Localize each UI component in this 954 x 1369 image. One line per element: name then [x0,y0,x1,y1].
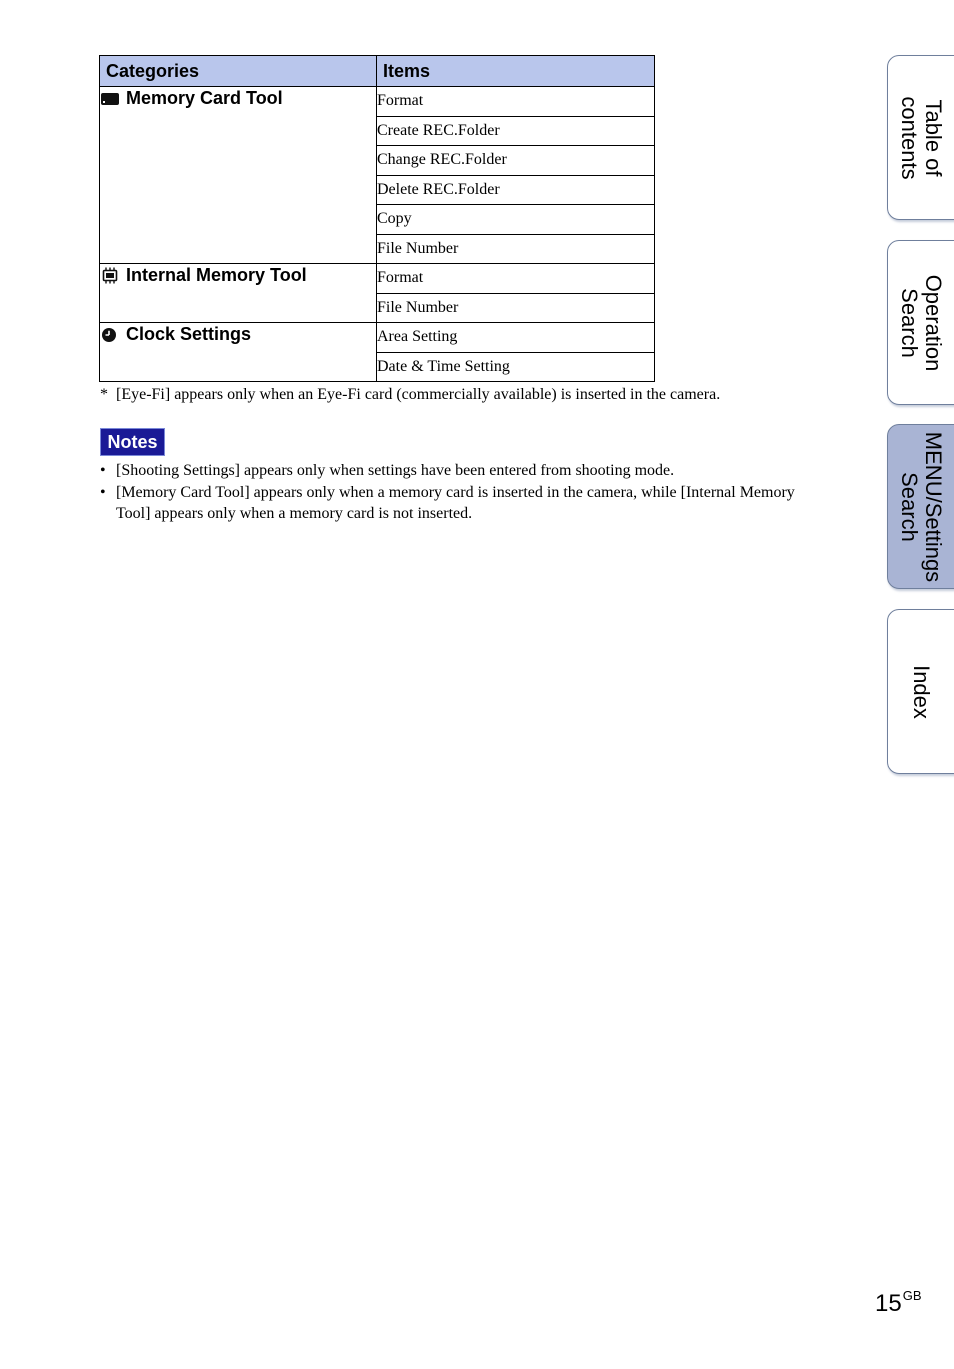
bullet: • [100,483,106,501]
category-memory-card-tool [100,87,377,264]
item-change-rec-folder: Change REC.Folder [377,146,655,176]
header-items: Items [377,56,655,87]
tab-label: Table of contents [897,95,946,180]
notes-heading: Notes [100,428,165,456]
list-item [100,482,820,525]
note-text: [Memory Card Tool] appears only when a memory card is inserted in the camera, while [Internal Memory Tool] appears only when a memory card is not inserted. [116,483,795,522]
header-categories: Categories [100,56,377,87]
list-item [100,460,820,482]
category-internal-memory-tool [100,264,377,323]
footnote-text: [Eye-Fi] appears only when an Eye-Fi card (commercially available) is inserted in the camera. [116,386,721,403]
item-file-number: File Number [377,234,655,264]
item-file-number: File Number [377,293,655,323]
notes-list [100,460,820,525]
tab-table-of-contents[interactable] [887,55,954,220]
item-area-setting: Area Setting [377,323,655,353]
menu-table [99,55,655,382]
item-format: Format [377,264,655,294]
page-number-value: 15 [875,1290,902,1317]
tab-menu-settings-search[interactable] [887,424,954,589]
item-delete-rec-folder: Delete REC.Folder [377,175,655,205]
item-format: Format [377,87,655,117]
internal-memory-icon [100,266,120,284]
category-label: Internal Memory Tool [126,264,307,285]
item-date-time-setting: Date & Time Setting [377,352,655,382]
page-number-suffix: GB [902,1288,922,1303]
tab-label: Operation Search [897,274,946,371]
category-label: Memory Card Tool [126,87,283,108]
tab-index[interactable] [887,609,954,774]
tab-label: MENU/Settings Search [897,431,946,582]
tab-label: Index [909,664,934,719]
category-clock-settings [100,323,377,382]
memory-card-icon [100,89,120,107]
tab-operation-search[interactable] [887,240,954,405]
table-row [100,323,655,353]
item-copy: Copy [377,205,655,235]
footnote [100,385,720,405]
table-row [100,264,655,294]
page-number [875,1288,922,1318]
table-row [100,87,655,117]
footnote-mark: * [100,386,108,403]
table-header-row [100,56,655,87]
bullet: • [100,462,106,479]
note-text: [Shooting Settings] appears only when settings have been entered from shooting mode. [116,462,675,479]
clock-icon [100,325,120,343]
category-label: Clock Settings [126,323,252,344]
item-create-rec-folder: Create REC.Folder [377,116,655,146]
